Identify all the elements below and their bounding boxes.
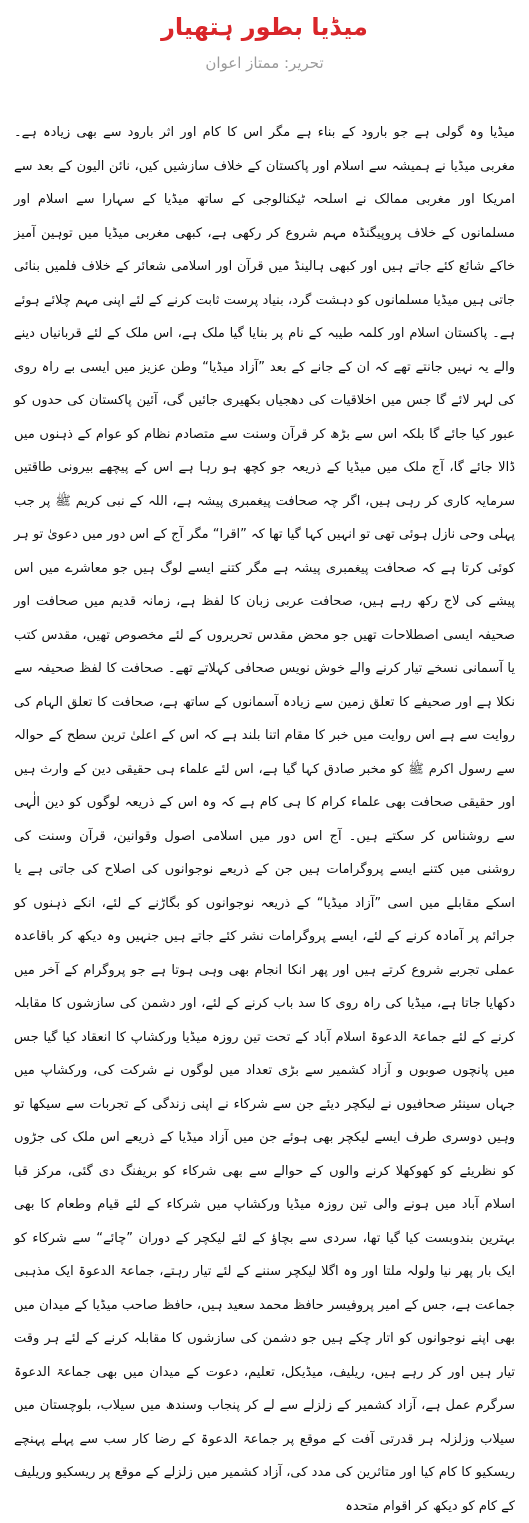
article-title: میڈیا بطور ہتھیار — [161, 13, 368, 41]
article-byline-row — [14, 44, 515, 90]
article-byline: تحریر: ممتاز اعوان — [205, 54, 324, 72]
article-body: میڈیا وہ گولی ہے جو بارود کے بناء ہے مگر اس کا کام اور اثر بارود سے بھی زیادہ ہے۔ مغربی میڈیا نے ہمیشہ سے اسلام اور پاکستان کے خلاف سازشیں کیں، نائن الیون کے بعد سے امریکا اور مغربی ممالک نے اسلحہ ٹیکنالوجی کے ساتھ میڈیا کے سہارا سے اسلام اور مسلمانوں کے خلاف پروپیگنڈہ مہم شروع کر رکھی ہے، کبھی مغربی میڈیا میں توہین آمیز خاکے شائع کئے جاتے ہیں اور کبھی ہالینڈ میں قرآن اور اسلامی شعائر کے خلاف فلمیں بنائی جاتی ہیں میڈیا مسلمانوں کو دہشت گرد، بنیاد پرست ثابت کرنے کے لئے اپنی مہم چلائے ہوئے ہے۔ پاکستان اسلام اور کلمہ طیبہ کے نام پر بنایا گیا ملک ہے، اس ملک کے لئے قربانیاں دینے والے یہ نہیں جانتے تھے کہ ان کے جانے کے بعد ”آزاد میڈیا“ وطن عزیز میں ایسی بے راہ روی کی لہر لائے گا جس میں اخلاقیات کی دھجیاں بکھیری جائیں گی، آئین پاکستان کی حدوں کو عبور کیا جائے گا بلکہ اس سے بڑھ کر قرآن وسنت سے متصادم نظام کو عوام کے ذہنوں میں ڈالا جائے گا، آج ملک میں میڈیا کے ذریعہ جو کچھ ہو رہا ہے اس کے پیچھے بیرونی طاقتیں سرمایہ کاری کر رہی ہیں، اگر چہ صحافت پیغمبری پیشہ ہے، اللہ کے نبی کریم ﷺ پر جب پہلی وحی نازل ہوئی تھی تو انہیں کہا گیا تھا کہ ”اقرا“ مگر آج کے اس دور میں دعویٰ تو ہر کوئی کرتا ہے کہ صحافت پیغمبری پیشہ ہے مگر کتنے ایسے لوگ ہیں جو معاشرے میں اس پیشے کی لاج رکھ رہے ہیں، صحافت عربی زبان کا لفظ ہے، زمانہ قدیم میں صحافت اور صحیفہ ایسی اصطلاحات تھیں جو محض مقدس تحریروں کے لئے مخصوص تھیں، مقدس کتب یا آسمانی نسخے تیار کرنے والے خوش نویس صحافی کہلاتے تھے۔ صحافت کا لفظ صحیفہ سے نکلا ہے اور صحیفے کا تعلق زمین سے زیادہ آسمانوں کے ساتھ ہے، صحافت کا تعلق الہام کی روایت سے ہے اس روایت میں خبر کا مقام اتنا بلند ہے کہ اس کے اعلیٰ ترین سطح کے حوالہ سے رسول اکرم ﷺ کو مخبر صادق کہا گیا ہے، اس لئے علماء ہی حقیقی دین کے وارث ہیں اور حقیقی صحافت بھی علماء کرام کا ہی کام ہے کہ وہ اس کے ذریعہ لوگوں کو دین الٰہی سے روشناس کر سکتے ہیں۔ آج اس دور میں اسلامی اصول وقوانین، قرآن وسنت کی روشنی میں کتنے ایسے پروگرامات ہیں جن کے ذریعے نوجوانوں کی اصلاح کی جاتی ہے یا اسکے مقابلے میں اسی ”آزاد میڈیا“ کے ذریعہ نوجوانوں کو بگاڑنے کے لئے، انکے ذہنوں کو جرائم پر آمادہ کرنے کے لئے، ایسے پروگرامات نشر کئے جاتے ہیں جنہیں وہ دیکھ کر باقاعدہ عملی تجربے شروع کرتے ہیں اور پھر انکا انجام بھی وہی ہوتا ہے جو پروگرام کے آخر میں دکھایا جاتا ہے، میڈیا کی راہ روی کا سد باب کرنے کے لئے، اور دشمن کی سازشوں کا مقابلہ کرنے کے لئے جماعۃ الدعوۃ اسلام آباد کے تحت تین روزہ میڈیا ورکشاپ کا انعقاد کیا گیا جس میں پانچوں صوبوں و آزاد کشمیر سے بڑی تعداد میں لوگوں نے شرکت کی، ورکشاپ میں جہاں سینئر صحافیوں نے لیکچر دیئے جن سے شرکاء نے اپنی زندگی کے تجربات سے سیکھا تو وہیں دوسری طرف ایسے لیکچر بھی ہوئے جن میں آزاد میڈیا کے ذریعے اس ملک کی جڑوں کو نظریئے کو کھوکھلا کرنے والوں کے حوالے سے بھی شرکاء کو بریفنگ دی گئی، مرکز قبا اسلام آباد میں ہونے والی تین روزہ میڈیا ورکشاپ میں شرکاء کے لئے قیام وطعام کا بھی بہترین بندوبست کیا گیا تھا، سردی سے بچاؤ کے لئے لیکچر کے دوران ”چائے“ سے شرکاء کو ایک بار پھر نیا ولولہ ملتا اور وہ اگلا لیکچر سننے کے لئے تیار رہتے، جماعۃ الدعوۃ ایک مذہبی جماعت ہے، جس کے امیر پروفیسر حافظ محمد سعید ہیں، حافظ صاحب میڈیا کے میدان میں بھی اپنے نوجوانوں کو اتار چکے ہیں جو دشمن کی سازشوں کا مقابلہ کرنے کے لئے ہر وقت تیار ہیں اور کر رہے ہیں، ریلیف، میڈیکل، تعلیم، دعوت کے میدان میں بھی جماعۃ الدعوۃ سرگرم عمل ہے، آزاد کشمیر کے زلزلے سے لے کر پنجاب وسندھ میں سیلاب، بلوچستان میں سیلاب وزلزلہ ہر قدرتی آفت کے موقع پر جماعۃ الدعوۃ کے رضا کار سب سے پہلے پہنچے ریسکیو کا کام کیا اور متاثرین کی مدد کی، آزاد کشمیر میں زلزلے کے موقع پر ریسکیو وریلیف کے کام کو دیکھ کر اقوام متحدہ — [14, 125, 515, 1514]
